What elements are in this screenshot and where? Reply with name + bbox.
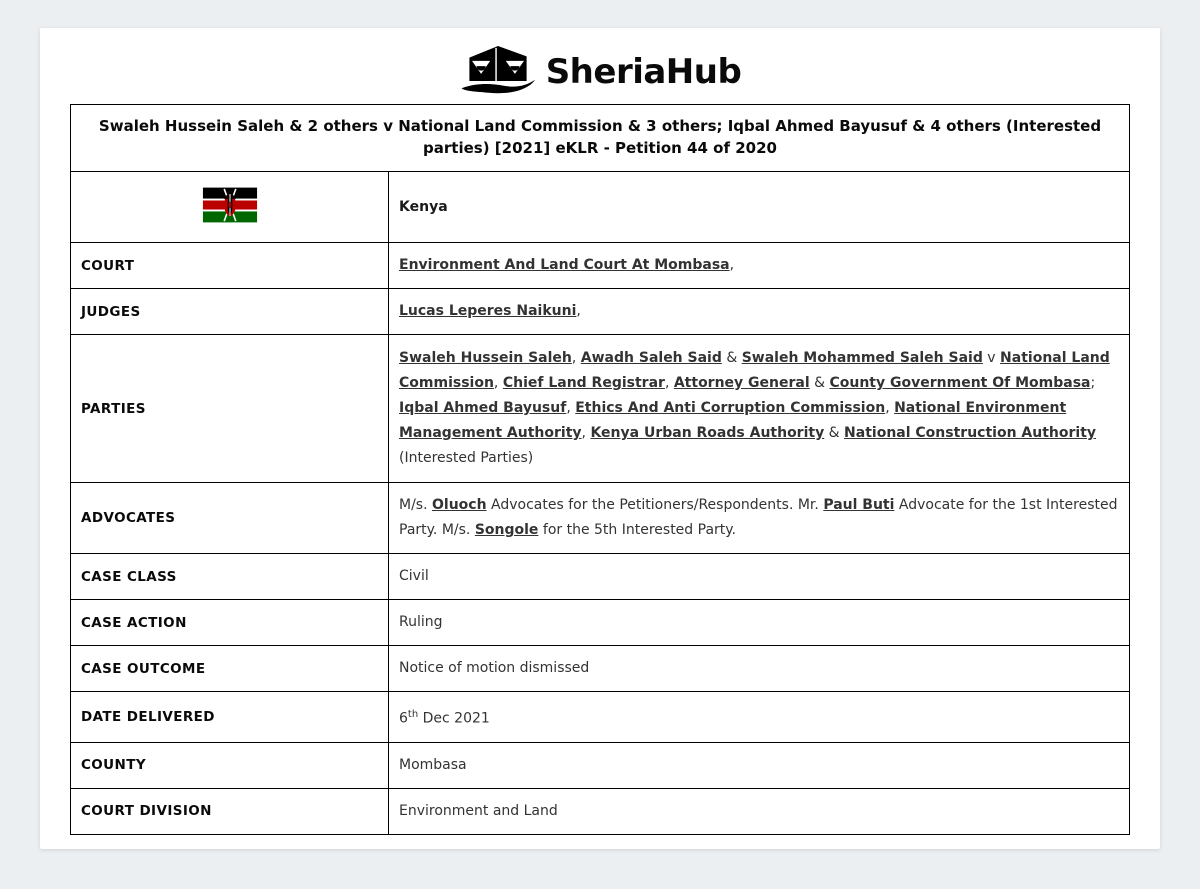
- case-title: Swaleh Hussein Saleh & 2 others v National Land Commission & 3 others; Iqbal Ahmed Bayusuf & 4 others (Interested parties) [2021] eKLR - Petition 44 of 2020: [71, 105, 1130, 172]
- text-segment: Civil: [399, 568, 429, 584]
- case-link[interactable]: Ethics And Anti Corruption Commission: [575, 400, 886, 416]
- row-value-judges: [389, 289, 1130, 335]
- text-segment: Notice of motion dismissed: [399, 660, 590, 676]
- case-link[interactable]: Paul Buti: [823, 497, 895, 513]
- text-segment: ,: [576, 303, 581, 319]
- judges-row: [71, 289, 1130, 335]
- text-segment: ,: [571, 350, 581, 366]
- text-segment: ,: [493, 375, 503, 391]
- row-value-court-division: [389, 788, 1130, 834]
- row-label-case-class: CASE CLASS: [71, 554, 389, 600]
- row-label-parties: PARTIES: [71, 335, 389, 483]
- county-row: [71, 742, 1130, 788]
- court-division-row: [71, 788, 1130, 834]
- text-segment: ,: [566, 400, 576, 416]
- case-link[interactable]: Songole: [474, 522, 539, 538]
- row-label-county: COUNTY: [71, 742, 389, 788]
- case-outcome-row: [71, 646, 1130, 692]
- text-segment: &: [824, 425, 845, 441]
- case-link[interactable]: Awadh Saleh Said: [580, 350, 722, 366]
- text-segment: &: [721, 350, 742, 366]
- row-label-case-outcome: CASE OUTCOME: [71, 646, 389, 692]
- text-segment: (Interested Parties): [399, 450, 534, 466]
- date-delivered-row: [71, 692, 1130, 743]
- text-segment: ,: [885, 400, 895, 416]
- text-segment: 6: [399, 710, 408, 727]
- country-name: Kenya: [389, 172, 1130, 243]
- case-link[interactable]: Attorney General: [673, 375, 810, 391]
- row-value-parties: [389, 335, 1130, 483]
- row-label-judges: JUDGES: [71, 289, 389, 335]
- case-link[interactable]: Kenya Urban Roads Authority: [590, 425, 825, 441]
- text-segment: ,: [729, 257, 735, 273]
- row-value-court: [389, 243, 1130, 289]
- court-row: [71, 243, 1130, 289]
- text-segment: Dec 2021: [418, 710, 490, 727]
- text-segment: Environment and Land: [399, 802, 558, 819]
- text-segment: for the 5th Interested Party.: [538, 522, 737, 538]
- row-label-advocates: ADVOCATES: [71, 483, 389, 554]
- scales-of-justice-icon: [459, 44, 537, 100]
- case-link[interactable]: County Government Of Mombasa: [829, 375, 1091, 391]
- row-label-date-delivered: DATE DELIVERED: [71, 692, 389, 743]
- row-value-case-outcome: [389, 646, 1130, 692]
- case-link[interactable]: Swaleh Mohammed Saleh Said: [741, 350, 983, 366]
- text-segment: ;: [1090, 375, 1096, 391]
- case-action-row: [71, 600, 1130, 646]
- text-segment: &: [809, 375, 830, 391]
- row-value-advocates: [389, 483, 1130, 554]
- sheriahub-logo[interactable]: [40, 44, 1160, 100]
- row-value-case-class: [389, 554, 1130, 600]
- title-row: [71, 105, 1130, 172]
- text-segment: ,: [664, 375, 674, 391]
- row-value-case-action: [389, 600, 1130, 646]
- case-class-row: [71, 554, 1130, 600]
- text-segment: v: [982, 350, 1001, 366]
- case-card: [40, 28, 1160, 849]
- text-segment: Ruling: [399, 614, 443, 630]
- row-value-county: [389, 742, 1130, 788]
- country-row: [71, 172, 1130, 243]
- ordinal-suffix: th: [407, 709, 419, 720]
- case-details-table: [70, 104, 1130, 835]
- case-link[interactable]: Iqbal Ahmed Bayusuf: [399, 400, 567, 416]
- brand-name: SheriaHub: [545, 52, 742, 92]
- flag-cell: [71, 172, 389, 243]
- case-link[interactable]: Oluoch: [432, 497, 487, 513]
- case-link[interactable]: Environment And Land Court At Mombasa: [399, 257, 730, 273]
- advocates-row: [71, 483, 1130, 554]
- case-link[interactable]: Swaleh Hussein Saleh: [399, 350, 572, 366]
- row-value-date-delivered: [389, 692, 1130, 743]
- row-label-case-action: CASE ACTION: [71, 600, 389, 646]
- case-link[interactable]: National Land Commission: [399, 350, 1110, 391]
- case-link[interactable]: National Construction Authority: [844, 425, 1097, 441]
- text-segment: Advocate for the 1st Interested Party. M/s.: [399, 497, 1118, 538]
- kenya-flag-icon: [201, 182, 259, 232]
- case-link[interactable]: Lucas Leperes Naikuni: [399, 303, 577, 319]
- text-segment: Mombasa: [399, 756, 467, 773]
- row-label-court-division: COURT DIVISION: [71, 788, 389, 834]
- case-link[interactable]: Chief Land Registrar: [502, 375, 665, 391]
- text-segment: Advocates for the Petitioners/Respondents. Mr.: [486, 497, 824, 513]
- text-segment: M/s.: [399, 497, 432, 513]
- row-label-court: COURT: [71, 243, 389, 289]
- parties-row: [71, 335, 1130, 483]
- case-link[interactable]: National Environment Management Authority: [399, 400, 1067, 441]
- text-segment: ,: [581, 425, 591, 441]
